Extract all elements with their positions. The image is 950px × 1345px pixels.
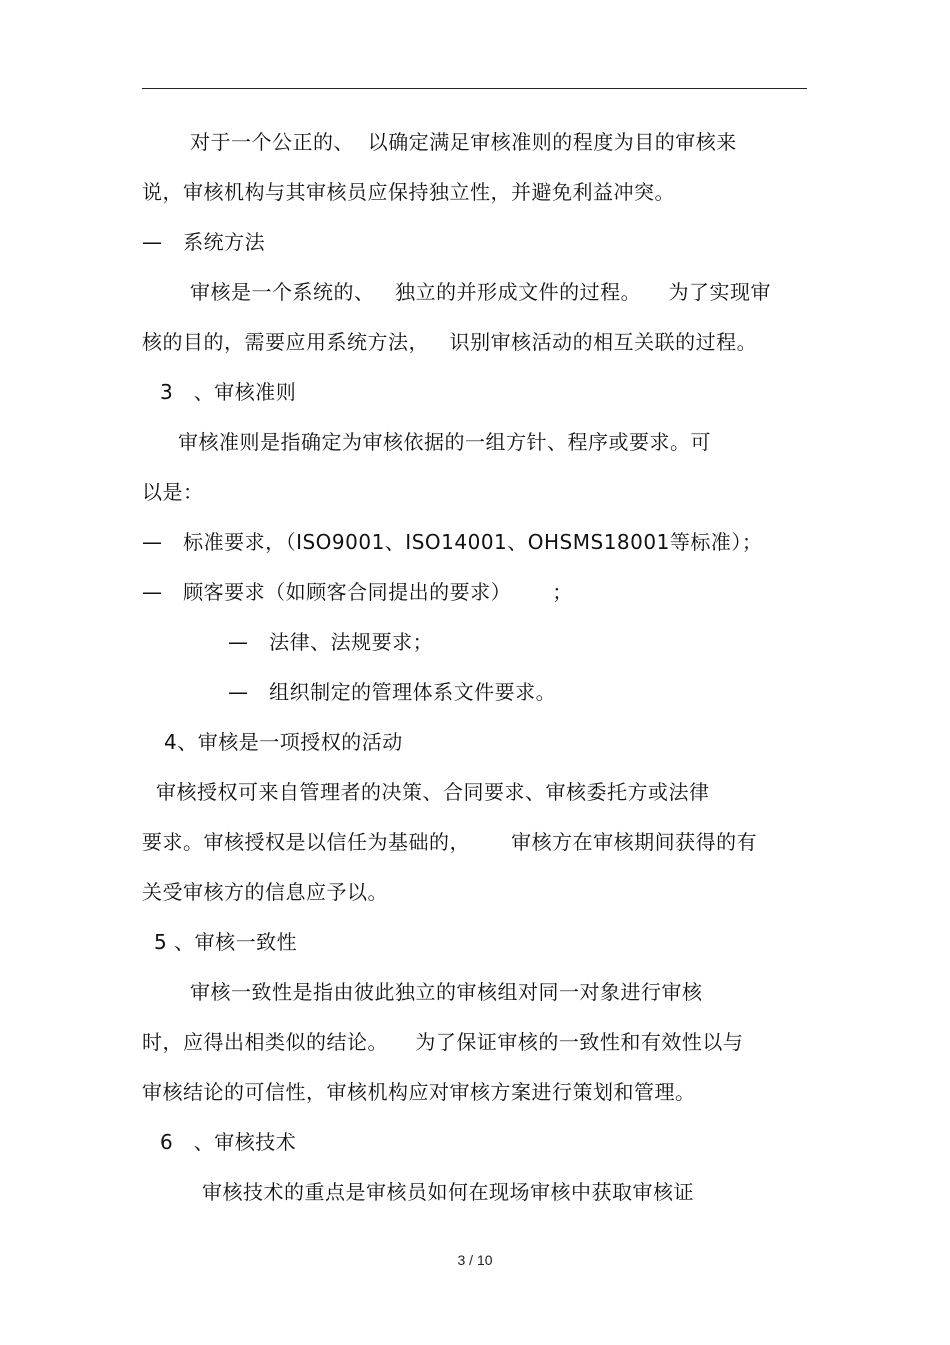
text-line-7: 审核准则是指确定为审核依据的一组方针、程序或要求。可 bbox=[178, 430, 711, 454]
page-indicator: 3 / 10 bbox=[457, 1252, 493, 1268]
text-line-1: 对于一个公正的、 以确定满足审核准则的程度为目的审核来 bbox=[190, 130, 737, 154]
text-line-4: 审核是一个系统的、 独立的并形成文件的过程。 为了实现审 bbox=[190, 280, 772, 304]
header-rule bbox=[142, 88, 807, 89]
section-heading-6: 6 、审核技术 bbox=[160, 1130, 297, 1154]
text-line-14: 审核授权可来自管理者的决策、合同要求、审核委托方或法律 bbox=[156, 780, 710, 804]
section-heading-5: 5 、审核一致性 bbox=[154, 930, 298, 954]
text-line-15: 要求。审核授权是以信任为基础的， 审核方在审核期间获得的有 bbox=[142, 830, 758, 854]
list-item-legal-requirements: — 法律、法规要求； bbox=[228, 630, 434, 654]
list-item-management-system: — 组织制定的管理体系文件要求。 bbox=[228, 680, 557, 704]
list-item-standard-requirements: — 标准要求，（ISO9001、ISO14001、OHSMS18001等标准）； bbox=[142, 530, 763, 554]
text-line-5: 核的目的，需要应用系统方法， 识别审核活动的相互关联的过程。 bbox=[142, 330, 758, 354]
text-line-2: 说，审核机构与其审核员应保持独立性，并避免利益冲突。 bbox=[142, 180, 675, 204]
text-line-22: 审核技术的重点是审核员如何在现场审核中获取审核证 bbox=[202, 1180, 694, 1204]
text-line-20: 审核结论的可信性，审核机构应对审核方案进行策划和管理。 bbox=[142, 1080, 696, 1104]
text-line-19: 时，应得出相类似的结论。 为了保证审核的一致性和有效性以与 bbox=[142, 1030, 744, 1054]
text-line-16: 关受审核方的信息应予以。 bbox=[142, 880, 388, 904]
list-item-customer-requirements: — 顾客要求（如顾客合同提出的要求） ； bbox=[142, 580, 573, 604]
text-line-8: 以是： bbox=[142, 480, 204, 504]
text-line-18: 审核一致性是指由彼此独立的审核组对同一对象进行审核 bbox=[190, 980, 703, 1004]
section-heading-3: 3 、审核准则 bbox=[160, 380, 297, 404]
text-line-3: — 系统方法 bbox=[142, 230, 266, 254]
section-heading-4: 4、审核是一项授权的活动 bbox=[164, 730, 403, 754]
